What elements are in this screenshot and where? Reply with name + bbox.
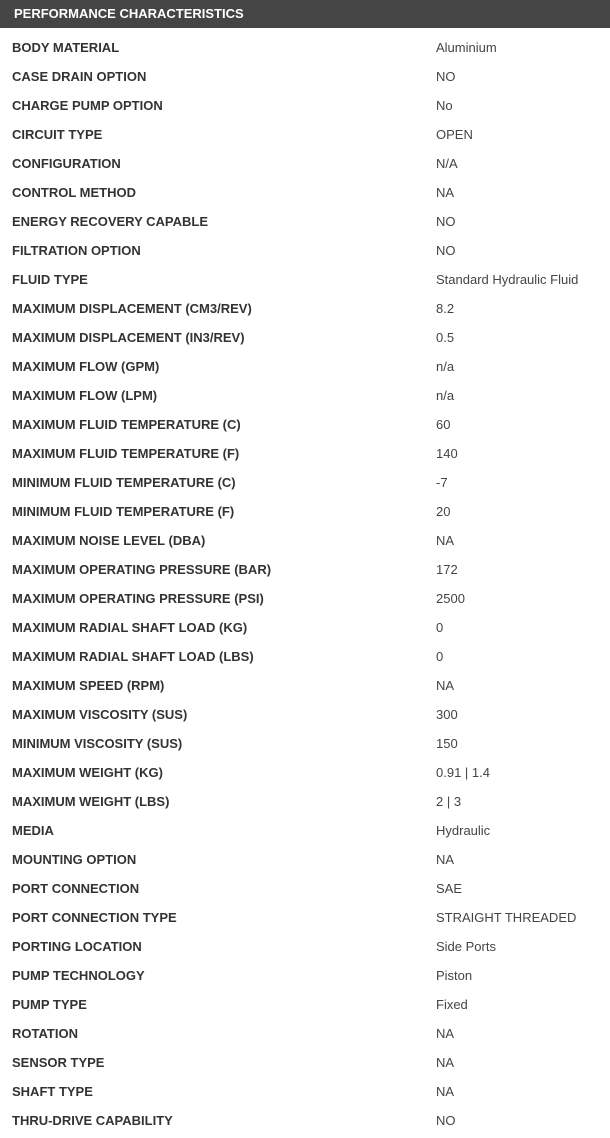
spec-value: NA: [436, 1055, 455, 1070]
spec-label: MAXIMUM WEIGHT (KG): [12, 765, 163, 780]
spec-label: MAXIMUM FLUID TEMPERATURE (F): [12, 446, 240, 461]
spec-row: [0, 1106, 610, 1135]
spec-label: CASE DRAIN OPTION: [12, 69, 147, 84]
spec-value: 2500: [436, 591, 465, 606]
section-header: PERFORMANCE CHARACTERISTICS: [0, 0, 610, 28]
spec-label: MAXIMUM OPERATING PRESSURE (PSI): [12, 591, 264, 606]
spec-row: [0, 236, 610, 265]
spec-row: [0, 207, 610, 236]
spec-row: [0, 758, 610, 787]
spec-label: PORTING LOCATION: [12, 939, 142, 954]
spec-label: MAXIMUM WEIGHT (LBS): [12, 794, 170, 809]
spec-row: [0, 33, 610, 62]
spec-list: [0, 28, 610, 1135]
spec-row: [0, 961, 610, 990]
spec-label: MAXIMUM VISCOSITY (SUS): [12, 707, 188, 722]
spec-row: [0, 642, 610, 671]
spec-label: MINIMUM FLUID TEMPERATURE (F): [12, 504, 235, 519]
spec-label: THRU-DRIVE CAPABILITY: [12, 1113, 173, 1128]
spec-value: NO: [436, 214, 456, 229]
spec-row: [0, 120, 610, 149]
spec-value: NO: [436, 243, 456, 258]
spec-row: [0, 410, 610, 439]
spec-label: CIRCUIT TYPE: [12, 127, 103, 142]
spec-value: No: [436, 98, 453, 113]
spec-label: PORT CONNECTION: [12, 881, 140, 896]
spec-label: PUMP TYPE: [12, 997, 87, 1012]
spec-value: NO: [436, 69, 456, 84]
spec-row: [0, 294, 610, 323]
spec-row: [0, 990, 610, 1019]
spec-label: MAXIMUM FLUID TEMPERATURE (C): [12, 417, 241, 432]
spec-value: SAE: [436, 881, 463, 896]
spec-value: 0: [436, 649, 444, 664]
spec-value: NA: [436, 1084, 455, 1099]
spec-label: MAXIMUM FLOW (LPM): [12, 388, 158, 403]
spec-row: [0, 816, 610, 845]
spec-row: [0, 439, 610, 468]
spec-row: [0, 874, 610, 903]
spec-value: -7: [436, 475, 448, 490]
spec-row: [0, 932, 610, 961]
spec-value: n/a: [436, 388, 455, 403]
spec-value: Piston: [436, 968, 473, 983]
spec-value: NA: [436, 185, 455, 200]
spec-label: FLUID TYPE: [12, 272, 88, 287]
spec-row: [0, 381, 610, 410]
spec-row: [0, 178, 610, 207]
spec-value: NA: [436, 533, 455, 548]
spec-label: SENSOR TYPE: [12, 1055, 105, 1070]
spec-row: [0, 845, 610, 874]
spec-value: NO: [436, 1113, 456, 1128]
spec-value: 0: [436, 620, 444, 635]
spec-value: NA: [436, 1026, 455, 1041]
spec-label: MAXIMUM OPERATING PRESSURE (BAR): [12, 562, 272, 577]
spec-label: MAXIMUM SPEED (RPM): [12, 678, 165, 693]
spec-label: CONFIGURATION: [12, 156, 121, 171]
spec-value: 60: [436, 417, 451, 432]
spec-row: [0, 787, 610, 816]
spec-label: ROTATION: [12, 1026, 78, 1041]
spec-value: 300: [436, 707, 458, 722]
spec-value: Aluminium: [436, 40, 497, 55]
spec-value: Standard Hydraulic Fluid: [436, 272, 579, 287]
spec-value: Hydraulic: [436, 823, 491, 838]
spec-row: [0, 265, 610, 294]
spec-value: 140: [436, 446, 458, 461]
spec-row: [0, 91, 610, 120]
spec-value: 150: [436, 736, 458, 751]
spec-label: MAXIMUM RADIAL SHAFT LOAD (KG): [12, 620, 248, 635]
spec-value: Side Ports: [436, 939, 496, 954]
spec-row: [0, 62, 610, 91]
spec-label: MAXIMUM NOISE LEVEL (DBA): [12, 533, 206, 548]
spec-label: MAXIMUM RADIAL SHAFT LOAD (LBS): [12, 649, 254, 664]
spec-value: NA: [436, 852, 455, 867]
spec-label: MAXIMUM DISPLACEMENT (IN3/REV): [12, 330, 245, 345]
spec-label: MINIMUM VISCOSITY (SUS): [12, 736, 183, 751]
spec-row: [0, 613, 610, 642]
spec-value: 0.5: [436, 330, 455, 345]
spec-row: [0, 555, 610, 584]
spec-row: [0, 1077, 610, 1106]
spec-value: NA: [436, 678, 455, 693]
spec-row: [0, 149, 610, 178]
spec-row: [0, 700, 610, 729]
spec-row: [0, 468, 610, 497]
spec-label: SHAFT TYPE: [12, 1084, 93, 1099]
spec-label: MEDIA: [12, 823, 54, 838]
spec-row: [0, 352, 610, 381]
spec-value: 8.2: [436, 301, 455, 316]
spec-row: [0, 1048, 610, 1077]
spec-row: [0, 1019, 610, 1048]
spec-value: 20: [436, 504, 451, 519]
spec-row: [0, 671, 610, 700]
spec-value: STRAIGHT THREADED: [436, 910, 577, 925]
spec-label: PUMP TECHNOLOGY: [12, 968, 145, 983]
spec-label: ENERGY RECOVERY CAPABLE: [12, 214, 209, 229]
spec-label: FILTRATION OPTION: [12, 243, 141, 258]
spec-label: MOUNTING OPTION: [12, 852, 137, 867]
spec-label: MAXIMUM FLOW (GPM): [12, 359, 160, 374]
spec-row: [0, 526, 610, 555]
spec-value: N/A: [436, 156, 458, 171]
spec-row: [0, 497, 610, 526]
spec-label: CONTROL METHOD: [12, 185, 136, 200]
spec-value: 2 | 3: [436, 794, 462, 809]
spec-label: MINIMUM FLUID TEMPERATURE (C): [12, 475, 236, 490]
spec-value: n/a: [436, 359, 455, 374]
spec-row: [0, 903, 610, 932]
spec-label: BODY MATERIAL: [12, 40, 120, 55]
spec-value: 0.91 | 1.4: [436, 765, 490, 780]
spec-value: Fixed: [436, 997, 468, 1012]
spec-label: PORT CONNECTION TYPE: [12, 910, 177, 925]
spec-row: [0, 584, 610, 613]
spec-label: CHARGE PUMP OPTION: [12, 98, 163, 113]
spec-row: [0, 323, 610, 352]
spec-value: 172: [436, 562, 458, 577]
spec-label: MAXIMUM DISPLACEMENT (CM3/REV): [12, 301, 252, 316]
spec-value: OPEN: [436, 127, 473, 142]
spec-row: [0, 729, 610, 758]
